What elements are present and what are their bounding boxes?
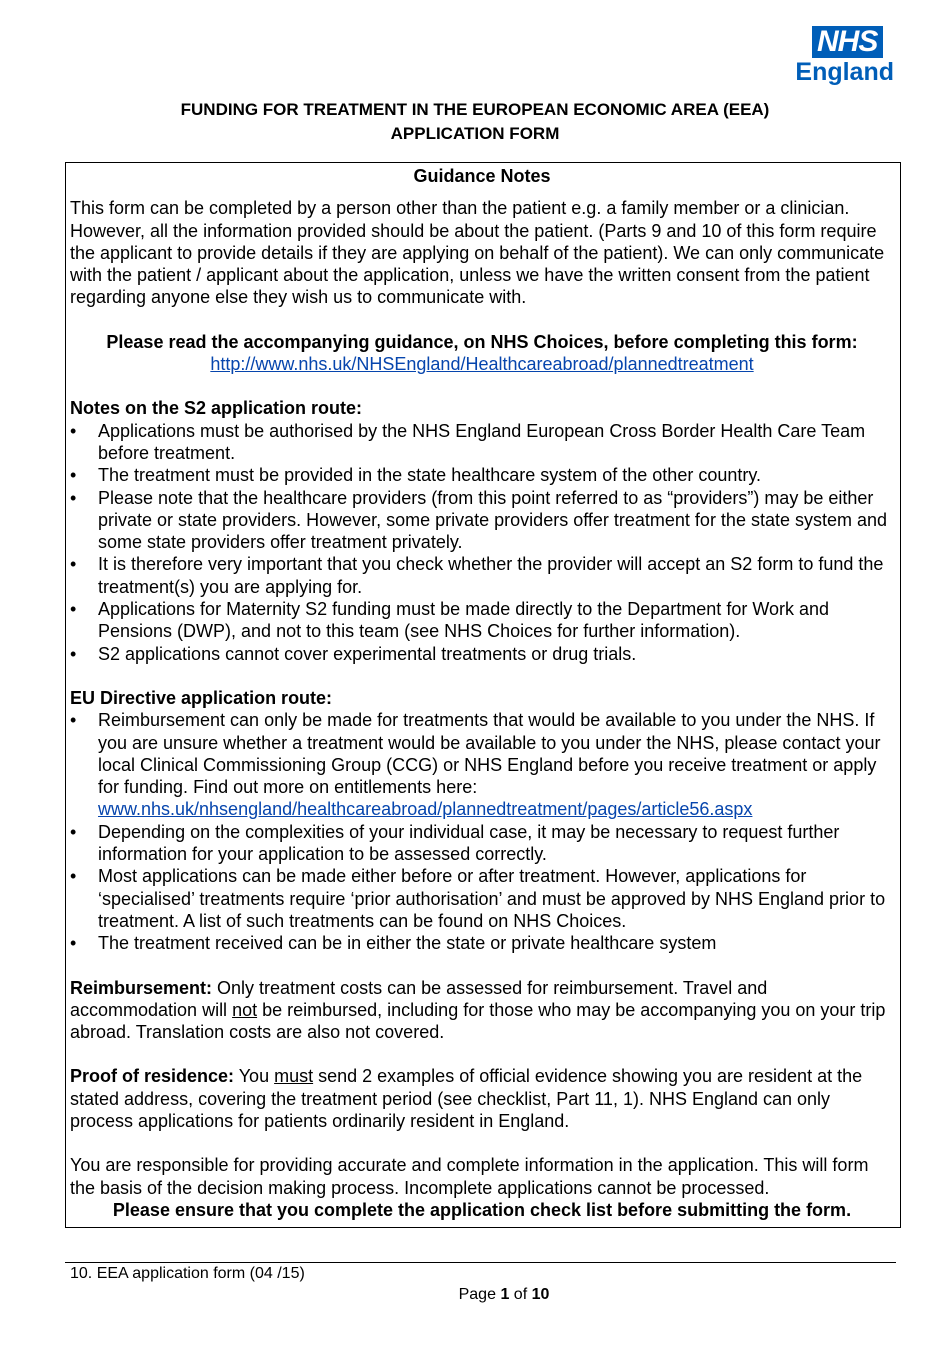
- list-item: • The treatment received can be in either the state or private healthcare system: [70, 933, 717, 954]
- guidance-link[interactable]: http://www.nhs.uk/NHSEngland/Healthcareabroad/plannedtreatment: [210, 354, 754, 375]
- form-title: [0, 98, 950, 146]
- guidance-heading: Guidance Notes: [413, 166, 551, 186]
- list-item: • Applications must be authorised by the NHS England European Cross Border Health Care Team before treatment.: [70, 420, 866, 463]
- eu-list: [70, 709, 894, 954]
- nhs-england-logo: [794, 26, 898, 86]
- entitlements-link[interactable]: www.nhs.uk/nhsengland/healthcareabroad/plannedtreatment/pages/article56.aspx: [98, 799, 753, 820]
- footer-divider: [65, 1262, 896, 1263]
- list-item: • Applications for Maternity S2 funding must be made directly to the Department for Work and Pensions (DWP), and not to this team (see NHS Choices for further information).: [70, 599, 830, 642]
- checklist-notice: Please ensure that you complete the application check list before submitting the form.: [112, 1199, 852, 1220]
- reimbursement-paragraph: Reimbursement: Only treatment costs can be assessed for reimbursement. Travel and accommodation will not be reimbursed, including for those who may be accompanying you on your trip abroad. Translation costs are also not covered.: [70, 977, 886, 1043]
- read-guidance-notice: Please read the accompanying guidance, on NHS Choices, before completing this form:: [106, 331, 858, 352]
- list-item: • S2 applications cannot cover experimental treatments or drug trials.: [70, 643, 637, 664]
- s2-heading: Notes on the S2 application route:: [70, 398, 363, 419]
- proof-of-residence-paragraph: Proof of residence: You must send 2 examples of official evidence showing you are resident at the stated address, covering the treatment period (see checklist, Part 11, 1). NHS England can only process applications for patients ordinarily resident in England.: [70, 1066, 863, 1131]
- form-reference: 10. EEA application form (04 /15): [70, 1265, 305, 1282]
- list-item: • Reimbursement can only be made for treatments that would be available to you under the NHS. If you are unsure whether a treatment would be available to you under the NHS, please contact your local Clinical Commissioning Group (CCG) or NHS England before you receive treatment or apply for funding. Find out more on entitlements here: www.nhs.uk/nhsengland/healthcareabroad/plannedtreatment/pages/article56.aspx: [70, 710, 881, 820]
- title-line-1: FUNDING FOR TREATMENT IN THE EUROPEAN ECONOMIC AREA (EEA): [180, 100, 770, 119]
- england-logo-text: England: [795, 58, 894, 86]
- list-item: • Depending on the complexities of your individual case, it may be necessary to request further information for your application to be assessed correctly.: [70, 821, 840, 865]
- s2-list: [70, 420, 894, 665]
- list-item: • The treatment must be provided in the state healthcare system of the other country.: [70, 465, 762, 486]
- title-line-2: APPLICATION FORM: [390, 124, 560, 143]
- guidance-notes-box: [65, 162, 901, 1228]
- list-item: • Please note that the healthcare providers (from this point referred to as “providers”) may be either private or state providers. However, some private providers offer treatment for the state system and some state providers offer treatment privately.: [70, 487, 888, 553]
- intro-paragraph: This form can be completed by a person other than the patient e.g. a family member or a clinician. However, all the information provided should be about the patient. (Parts 9 and 10 of this form require the applicant to provide details if they are applying on behalf of the patient). We can only communicate with the patient / applicant about the application, unless we have the written consent from the patient regarding anyone else they wish us to communicate with.: [70, 198, 885, 308]
- nhs-logo-box: NHS: [812, 26, 883, 58]
- list-item: • It is therefore very important that you check whether the provider will accept an S2 form to fund the treatment(s) you are applying for.: [70, 554, 884, 597]
- responsibility-paragraph: You are responsible for providing accurate and complete information in the application. This will form the basis of the decision making process. Incomplete applications cannot be processed.: [70, 1155, 869, 1198]
- list-item: • Most applications can be made either before or after treatment. However, applications for ‘specialised’ treatments require ‘prior authorisation’ and must be approved by NHS England prior to treatment. A list of such treatments can be found on NHS Choices.: [70, 866, 886, 931]
- eu-directive-heading: EU Directive application route:: [70, 687, 333, 708]
- page-number: Page 1 of 10: [458, 1286, 550, 1303]
